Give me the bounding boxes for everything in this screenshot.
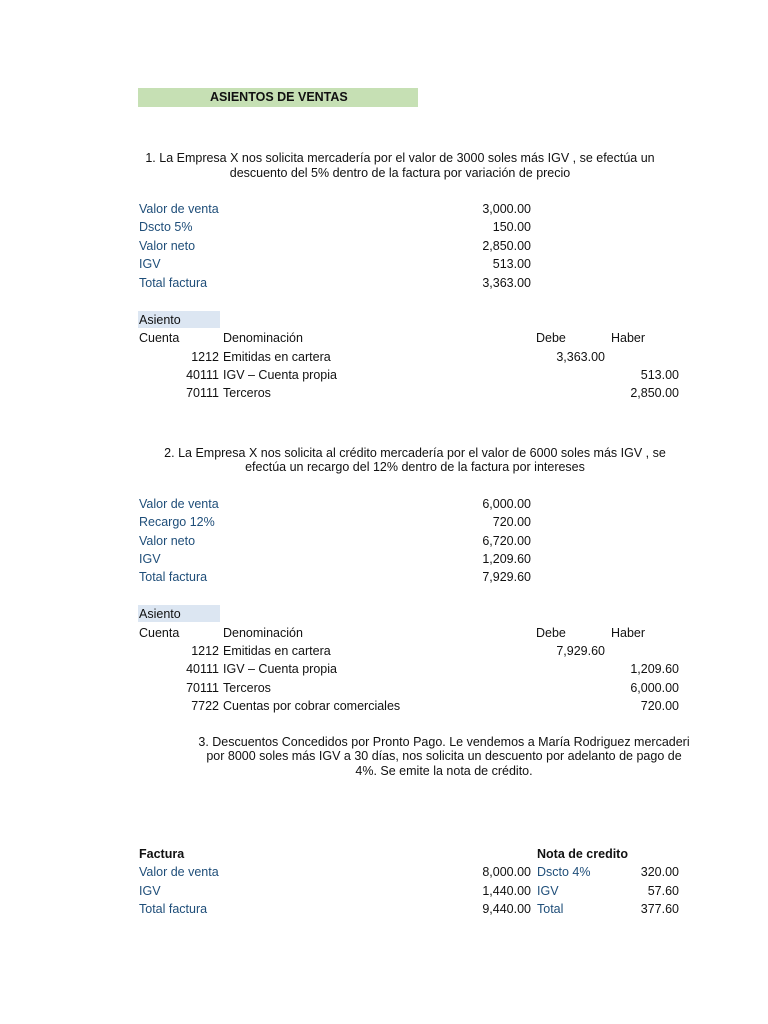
ex1-calc-label: Valor de venta	[139, 202, 219, 216]
ex2-header-haber: Haber	[611, 626, 646, 640]
ex1-calc-label: Total factura	[139, 276, 208, 290]
ex1-calc-value: 2,850.00	[482, 239, 531, 253]
factura-label: Valor de venta	[139, 865, 219, 879]
journal-cuenta: 1212	[191, 644, 219, 658]
journal-cuenta: 70111	[186, 681, 219, 695]
ex1-calc-label: Dscto 5%	[139, 220, 193, 234]
ex1-header-denominacion: Denominación	[223, 331, 303, 345]
nota-credito-title: Nota de credito	[537, 847, 628, 861]
journal-denominacion: Emitidas en cartera	[223, 644, 331, 658]
ex3-statement-line3: 4%. Se emite la nota de crédito.	[355, 764, 533, 778]
journal-cuenta: 40111	[186, 368, 219, 382]
factura-label: IGV	[139, 884, 161, 898]
journal-denominacion: Terceros	[223, 681, 271, 695]
nota-value: 320.00	[640, 865, 679, 879]
ex2-header-cuenta: Cuenta	[139, 626, 180, 640]
ex1-header-haber: Haber	[611, 331, 646, 345]
ex1-calc-label: IGV	[139, 257, 161, 271]
ex1-calc-value: 3,363.00	[482, 276, 531, 290]
journal-denominacion: IGV – Cuenta propia	[223, 368, 337, 382]
ex1-statement-line1: 1. La Empresa X nos solicita mercadería por el valor de 3000 soles más IGV , se efectúa un	[145, 151, 655, 165]
ex2-calc-value: 6,720.00	[482, 534, 531, 548]
journal-cuenta: 70111	[186, 386, 219, 400]
ex2-calc-value: 1,209.60	[482, 552, 531, 566]
ex2-calc-value: 7,929.60	[482, 570, 531, 584]
factura-label: Total factura	[139, 902, 208, 916]
ex1-calc-label: Valor neto	[139, 239, 196, 253]
ex2-calc-label: IGV	[139, 552, 161, 566]
factura-value: 1,440.00	[482, 884, 531, 898]
factura-value: 9,440.00	[482, 902, 531, 916]
nota-label: IGV	[537, 884, 559, 898]
nota-label: Total	[537, 902, 564, 916]
journal-cuenta: 1212	[191, 350, 219, 364]
ex3-statement-line2: por 8000 soles más IGV a 30 días, nos solicita un descuento por adelanto de pago de	[206, 749, 682, 763]
journal-debe: 3,363.00	[556, 350, 605, 364]
ex1-statement-line2: descuento del 5% dentro de la factura por variación de precio	[229, 166, 571, 180]
ex1-header-cuenta: Cuenta	[139, 331, 180, 345]
ex1-calc-value: 3,000.00	[482, 202, 531, 216]
nota-value: 377.60	[640, 902, 679, 916]
ex2-statement-line1: 2. La Empresa X nos solicita al crédito mercadería por el valor de 6000 soles más IGV , se	[164, 446, 666, 460]
journal-haber: 6,000.00	[630, 681, 679, 695]
ex2-header-debe: Debe	[536, 626, 566, 640]
journal-cuenta: 40111	[186, 662, 219, 676]
ex2-calc-label: Valor de venta	[139, 497, 219, 511]
ex2-asiento-label: Asiento	[139, 607, 181, 621]
ex1-calc-value: 513.00	[492, 257, 531, 271]
journal-haber: 1,209.60	[630, 662, 679, 676]
ex2-calc-label: Total factura	[139, 570, 208, 584]
journal-denominacion: Emitidas en cartera	[223, 350, 331, 364]
ex2-calc-value: 720.00	[492, 515, 531, 529]
page-title: ASIENTOS DE VENTAS	[210, 90, 348, 104]
factura-value: 8,000.00	[482, 865, 531, 879]
ex2-calc-label: Valor neto	[139, 534, 196, 548]
journal-haber: 513.00	[640, 368, 679, 382]
nota-label: Dscto 4%	[537, 865, 591, 879]
ex2-calc-value: 6,000.00	[482, 497, 531, 511]
journal-denominacion: Terceros	[223, 386, 271, 400]
ex1-header-debe: Debe	[536, 331, 566, 345]
ex2-statement-line2: efectúa un recargo del 12% dentro de la factura por intereses	[245, 460, 585, 474]
journal-denominacion: Cuentas por cobrar comerciales	[223, 699, 401, 713]
journal-denominacion: IGV – Cuenta propia	[223, 662, 337, 676]
journal-haber: 2,850.00	[630, 386, 679, 400]
journal-haber: 720.00	[640, 699, 679, 713]
ex1-asiento-label: Asiento	[139, 313, 181, 327]
ex2-header-denominacion: Denominación	[223, 626, 303, 640]
journal-cuenta: 7722	[191, 699, 219, 713]
journal-debe: 7,929.60	[556, 644, 605, 658]
nota-value: 57.60	[647, 884, 679, 898]
factura-title: Factura	[139, 847, 185, 861]
ex3-statement-line1: 3. Descuentos Concedidos por Pronto Pago. Le vendemos a María Rodriguez mercaderi	[198, 735, 690, 749]
ex1-calc-value: 150.00	[492, 220, 531, 234]
ex2-calc-label: Recargo 12%	[139, 515, 215, 529]
